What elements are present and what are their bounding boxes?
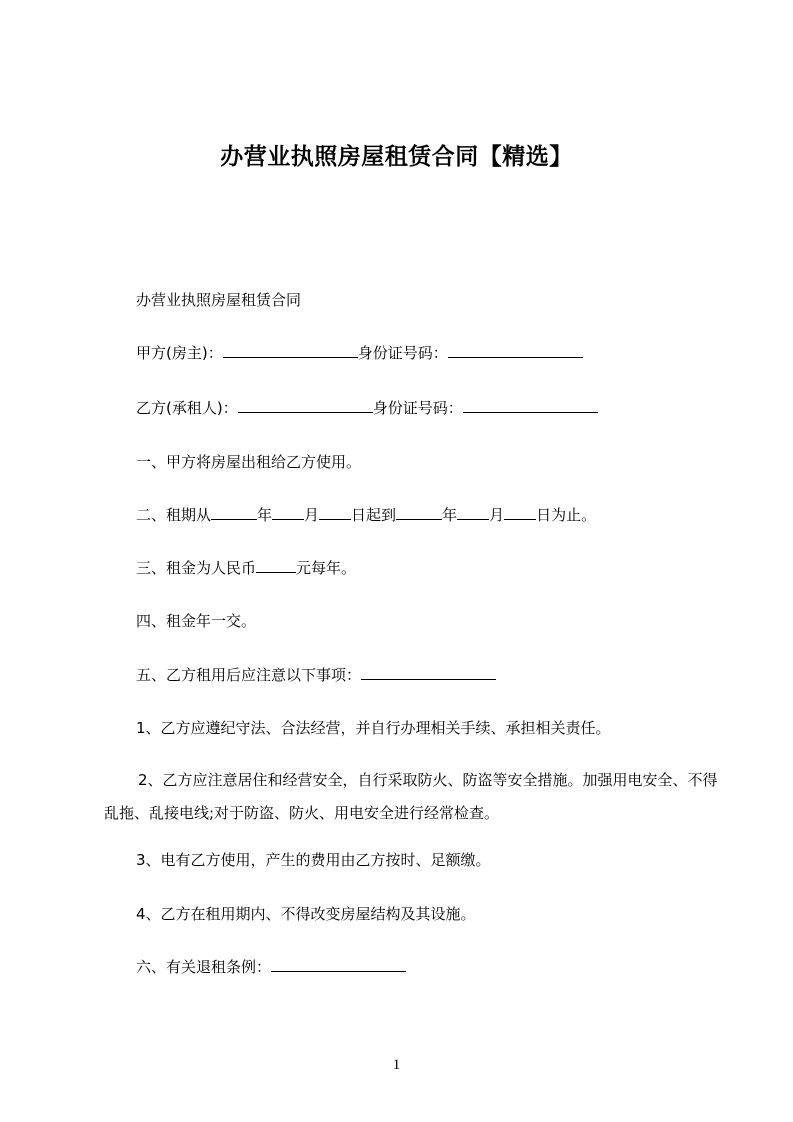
end-month-blank bbox=[457, 505, 489, 520]
clause-6-label: 六、有关退租条例： bbox=[136, 958, 272, 976]
clause-5 bbox=[136, 664, 496, 686]
item-4: 4、乙方在租用期内、不得改变房屋结构及其设施。 bbox=[136, 905, 476, 923]
start-month-blank bbox=[272, 505, 304, 520]
clause-2-day-1: 日起到 bbox=[351, 506, 397, 524]
page-number: 1 bbox=[392, 1057, 401, 1073]
clause-5-blank bbox=[361, 665, 496, 680]
clause-6 bbox=[136, 956, 406, 978]
start-day-blank bbox=[319, 505, 351, 520]
end-day-blank bbox=[504, 505, 536, 520]
party-b-id-label: 身份证号码： bbox=[372, 399, 463, 417]
clause-2 bbox=[136, 504, 596, 526]
clause-2-year-2: 年 bbox=[442, 506, 458, 524]
party-a-label: 甲方(房主)： bbox=[136, 344, 223, 362]
item-1: 1、乙方应遵纪守法、合法经营，并自行办理相关手续、承担相关责任。 bbox=[136, 719, 611, 737]
party-a-line bbox=[136, 342, 583, 364]
clause-2-year-1: 年 bbox=[257, 506, 273, 524]
item-2: 2、乙方应注意居住和经营安全，自行采取防火、防盗等安全措施。加强用电安全、不得乱拖、乱接电线;对于防盗、防火、用电安全进行经常检查。 bbox=[104, 771, 718, 822]
party-a-name-blank bbox=[223, 343, 358, 358]
item-3: 3、电有乙方使用，产生的费用由乙方按时、足额缴。 bbox=[136, 851, 491, 869]
party-a-id-blank bbox=[448, 343, 583, 358]
clause-2-day-2: 日为止。 bbox=[536, 506, 597, 524]
party-b-name-blank bbox=[238, 398, 373, 413]
clause-6-blank bbox=[271, 957, 406, 972]
clause-2-prefix: 二、租期从 bbox=[136, 506, 212, 524]
clause-2-month-1: 月 bbox=[304, 506, 320, 524]
clause-5-label: 五、乙方租用后应注意以下事项： bbox=[136, 666, 362, 684]
party-b-label: 乙方(承租人)： bbox=[136, 399, 238, 417]
party-a-id-label: 身份证号码： bbox=[357, 344, 448, 362]
end-year-blank bbox=[396, 505, 442, 520]
clause-3-prefix: 三、租金为人民币 bbox=[136, 559, 257, 577]
document-title: 办营业执照房屋租赁合同【精选】 bbox=[220, 144, 573, 170]
clause-3-suffix: 元每年。 bbox=[296, 559, 357, 577]
clause-1: 一、甲方将房屋出租给乙方使用。 bbox=[136, 453, 362, 471]
clause-3 bbox=[136, 557, 356, 579]
clause-4: 四、租金年一交。 bbox=[136, 612, 257, 630]
contract-subtitle: 办营业执照房屋租赁合同 bbox=[136, 291, 302, 309]
clause-2-month-2: 月 bbox=[489, 506, 505, 524]
party-b-id-blank bbox=[463, 398, 598, 413]
rent-amount-blank bbox=[256, 558, 296, 573]
start-year-blank bbox=[211, 505, 257, 520]
party-b-line bbox=[136, 397, 598, 419]
